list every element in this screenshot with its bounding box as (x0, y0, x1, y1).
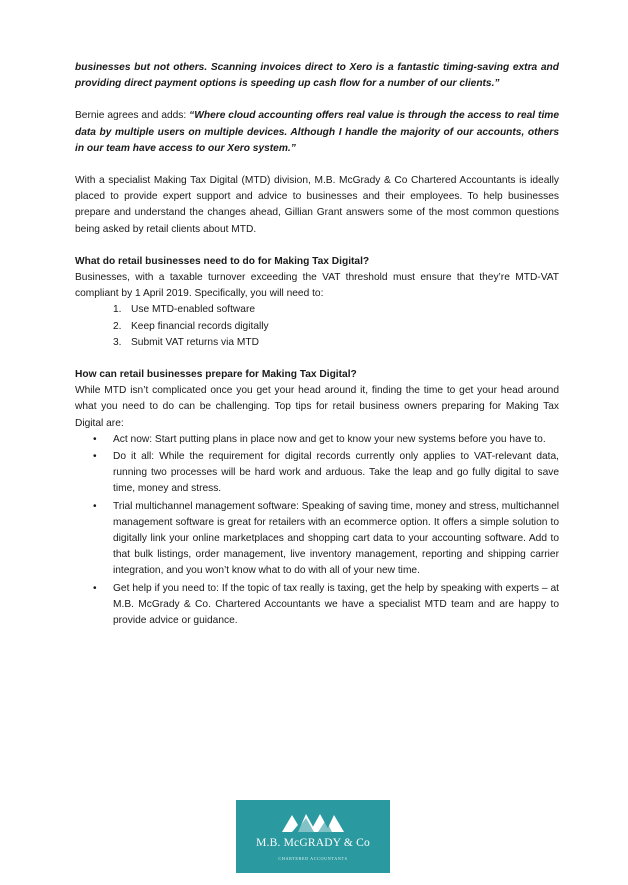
quote-paragraph: businesses but not others. Scanning invoices direct to Xero is a fantastic timing-saving extra and providing direct payment options is speeding up cash flow for a number of our clients.” (75, 62, 559, 90)
bullet-icon: • (93, 451, 97, 463)
list-item: • Trial multichannel management software: Speaking of saving time, money and stress, multichannel management software is great for retailers with an ecommerce option. It offers a simple solution to digitally link your online marketplaces and shopping cart data to your accounting software. Add to that bulk listings, order management, live inventory management, reporting and shipping carrier integration, and you won’t know what to do with all of your new time. (93, 500, 559, 577)
document-body (75, 60, 559, 630)
bernie-paragraph (75, 108, 559, 157)
list-item: 1. Use MTD-enabled software (113, 304, 255, 316)
list-item: • Get help if you need to: If the topic of tax really is taxing, get the help by speaking with experts – at M.B. McGrady & Co. Chartered Accountants we have a specialist MTD team and are happy to provide advice or guidance. (93, 582, 559, 627)
mountain-mark-icon (236, 800, 390, 840)
bullet-icon: • (93, 500, 97, 512)
list-item: • Act now: Start putting plans in place now and get to know your new systems before you have to. (113, 432, 559, 448)
list-item: • Do it all: While the requirement for digital records currently only applies to VAT-relevant data, running two processes will be hard work and arduous. Take the leap and go fully digital to save time, money and stress. (93, 451, 559, 495)
section2-heading: How can retail businesses prepare for Making Tax Digital? (75, 369, 357, 381)
section2-body: While MTD isn’t complicated once you get your head around it, finding the time to get your head around what you need to do can be challenging. Top tips for retail business owners preparing for Making Tax Digital are: (75, 385, 559, 429)
bernie-intro: Bernie agrees and adds: (75, 110, 190, 122)
company-logo (236, 800, 390, 873)
section1-heading: What do retail businesses need to do for Making Tax Digital? (75, 255, 370, 267)
bullet-icon: • (93, 433, 97, 445)
bullet-list (75, 432, 559, 629)
logo-subtitle: CHARTERED ACCOUNTANTS (278, 856, 348, 861)
numbered-list (75, 302, 559, 351)
intro-paragraph: With a specialist Making Tax Digital (MTD) division, M.B. McGrady & Co Chartered Accountants is ideally placed to provide expert support and advice to businesses and their employees. To help businesses prepare and understand the changes ahead, Gillian Grant answers some of the most common questions being asked by retail clients about MTD. (75, 175, 559, 235)
section1-body: Businesses, with a taxable turnover exceeding the VAT threshold must ensure that they’re MTD-VAT compliant by 1 April 2019. Specifically, you will need to: (75, 272, 559, 300)
bullet-icon: • (93, 582, 97, 594)
logo-name: M.B. McGRADY & Co (256, 837, 370, 849)
list-item: 3. Submit VAT returns via MTD (113, 336, 259, 348)
list-item: 2. Keep financial records digitally (113, 320, 269, 332)
bernie-quote: “Where cloud accounting offers real value is through the access to real time data by multiple users on multiple devices. Although I handle the majority of our accounts, others in our team have access to our Xero system.” (75, 110, 559, 154)
